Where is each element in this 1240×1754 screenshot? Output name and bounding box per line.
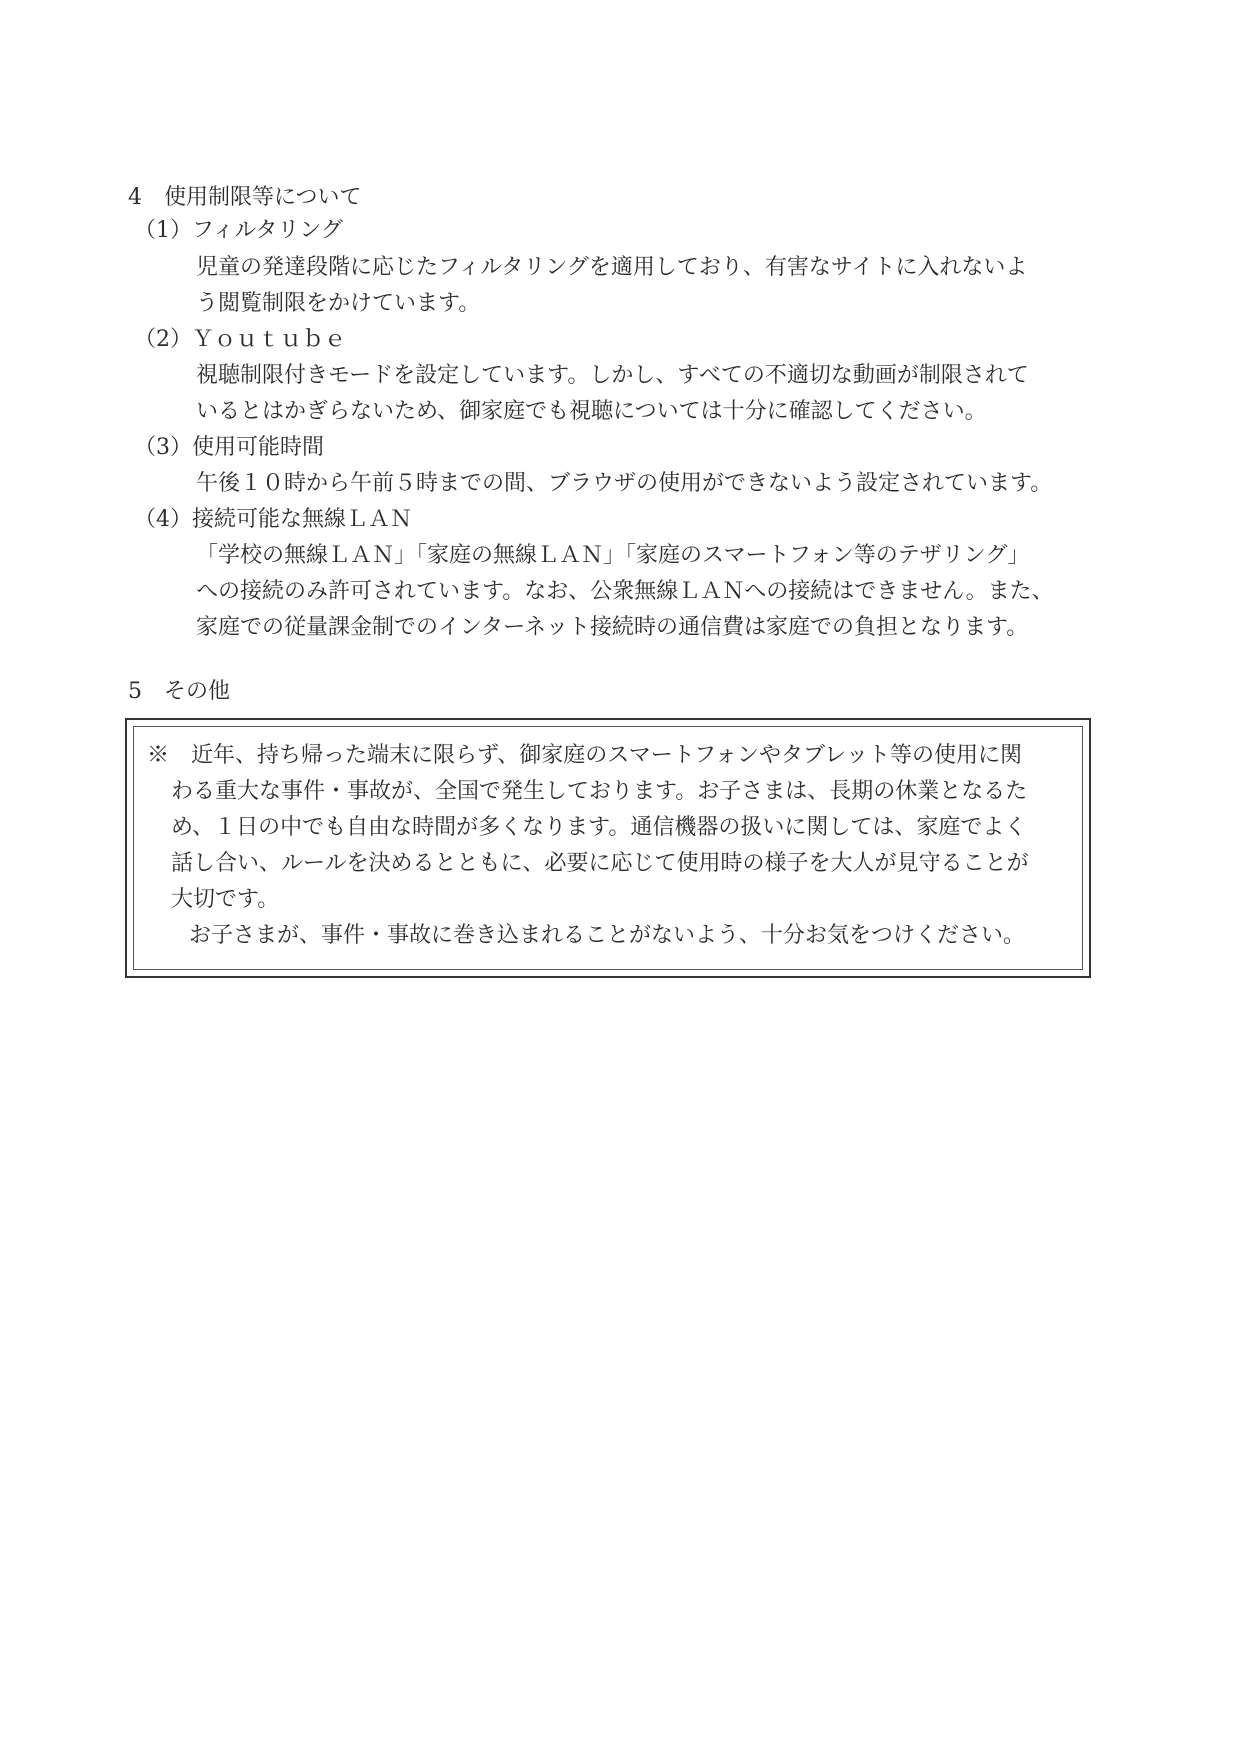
- item-3-label: （3）使用可能時間: [134, 435, 324, 460]
- section-4-heading: 4 使用制限等について: [128, 185, 362, 210]
- notice-line-5: 大切です。: [171, 887, 280, 912]
- notice-box: [125, 718, 1091, 978]
- item-4-line-2: への接続のみ許可されています。なお、公衆無線ＬＡＮへの接続はできません。また、: [196, 579, 1054, 604]
- item-4-label: （4）接続可能な無線ＬＡＮ: [134, 507, 412, 532]
- item-3-line-1: 午後１０時から午前５時までの間、ブラウザの使用ができないよう設定されています。: [196, 471, 1053, 496]
- notice-line-4: 話し合い、ルールを決めるとともに、必要に応じて使用時の様子を大人が見守ることが: [171, 851, 1029, 876]
- notice-line-2: わる重大な事件・事故が、全国で発生しております。お子さまは、長期の休業となるた: [171, 779, 1028, 804]
- item-1-label: （1）フィルタリング: [134, 218, 343, 243]
- notice-line-6: お子さまが、事件・事故に巻き込まれることがないよう、十分お気をつけください。: [189, 923, 1026, 948]
- item-2-line-1: 視聴制限付きモードを設定しています。しかし、すべての不適切な動画が制限されて: [196, 363, 1029, 388]
- notice-line-3: め、１日の中でも自由な時間が多くなります。通信機器の扱いに関しては、家庭でよく: [171, 815, 1027, 840]
- notice-line-1: ※ 近年、持ち帰った端末に限らず、御家庭のスマートフォンやタブレット等の使用に関: [147, 743, 1022, 768]
- item-2-line-2: いるとはかぎらないため、御家庭でも視聴については十分に確認してください。: [196, 399, 987, 424]
- item-1-line-2: う閲覧制限をかけています。: [196, 291, 481, 316]
- item-2-label: （2）Ｙｏｕｔｕｂｅ: [134, 327, 346, 352]
- item-1-line-1: 児童の発達段階に応じたフィルタリングを適用しており、有害なサイトに入れないよ: [196, 255, 1028, 280]
- item-4-line-3: 家庭での従量課金制でのインターネット接続時の通信費は家庭での負担となります。: [196, 615, 1029, 640]
- item-4-line-1: 「学校の無線ＬＡＮ」「家庭の無線ＬＡＮ」「家庭のスマートフォン等のテザリング」: [196, 543, 1030, 568]
- section-5-heading: 5 その他: [128, 679, 230, 704]
